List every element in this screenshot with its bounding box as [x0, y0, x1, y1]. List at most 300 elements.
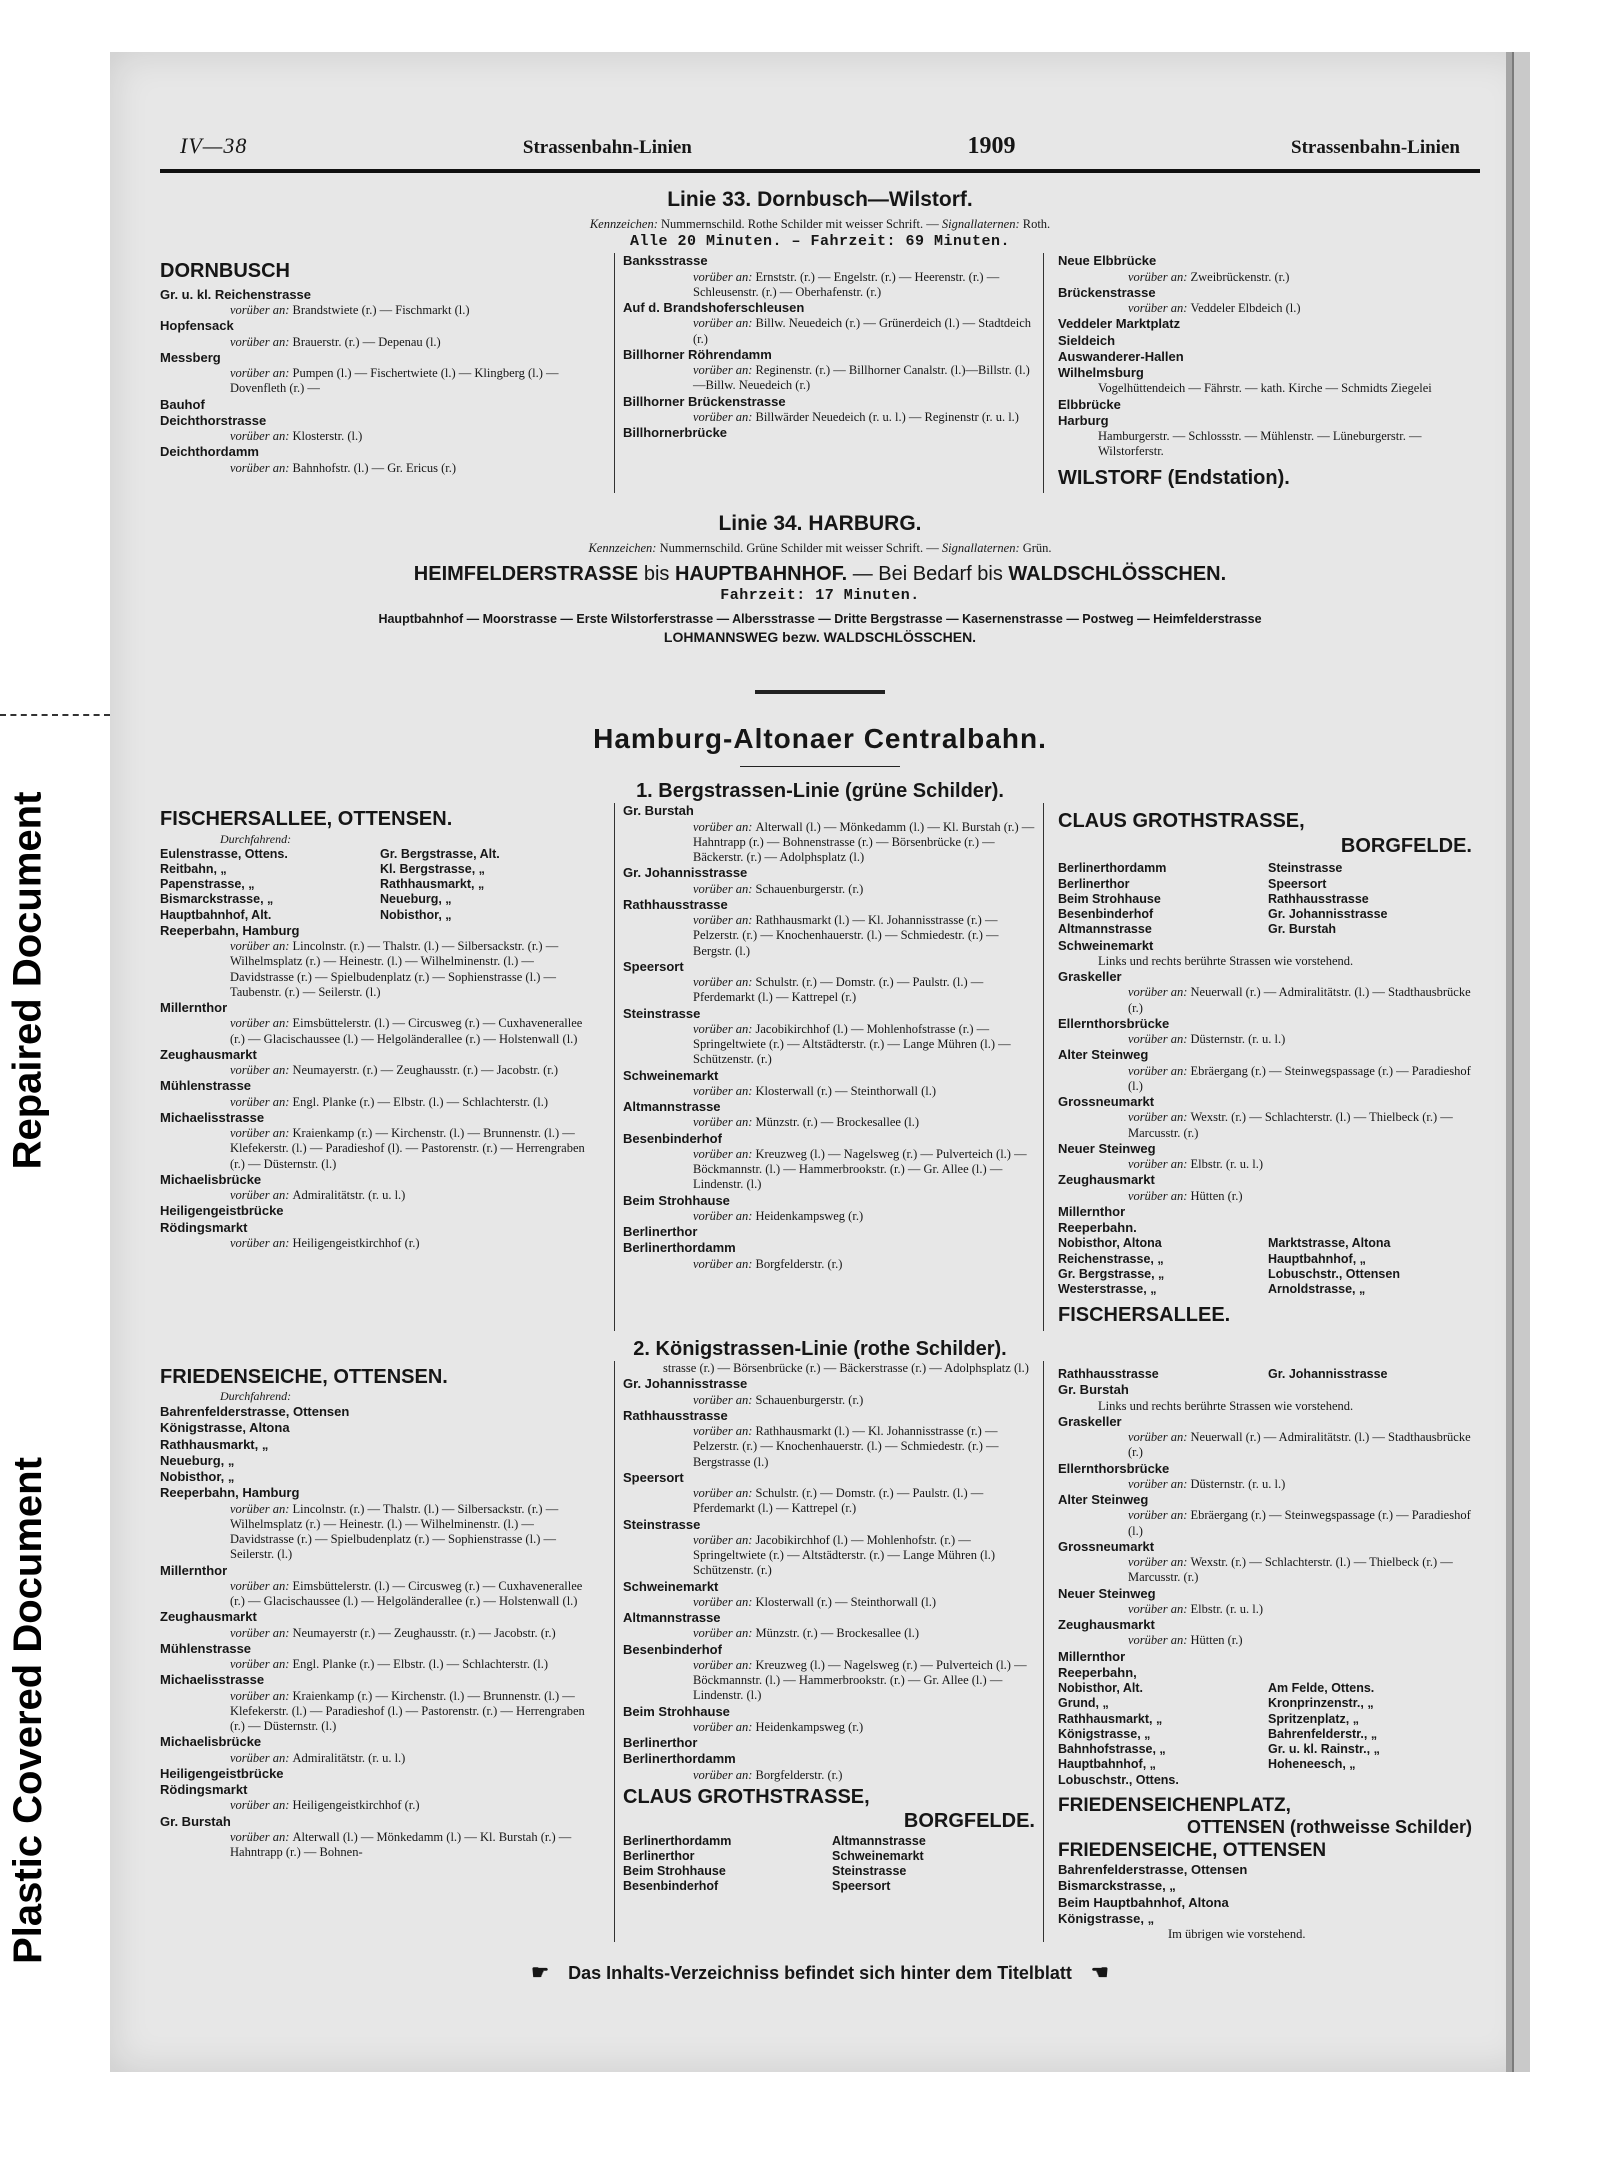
via-label: vorüber an:	[693, 975, 756, 990]
stop-pair-cell: Lobuschstr., Ottens.	[1058, 1772, 1179, 1787]
via-text: Billwärder Neuedeich (r. u. l.) — Reginenstr (r. u. l.)	[755, 409, 1019, 424]
passing-streets	[623, 913, 1035, 959]
route1-right-pairs	[1058, 861, 1472, 937]
passing-streets	[1058, 1555, 1472, 1586]
via-text: Kraienkamp (r.) — Kirchenstr. (l.) — Brunnenstr. (l.) — Klefekerstr. (l.) — Paradieshof (l). — Pastorenstr. (r.) — Herrengraben (r.) — Düsternstr. (l.)	[230, 1126, 585, 1171]
via-label: vorüber an:	[230, 1688, 293, 1703]
via-text: Jacobikirchhof (l.) — Mohlenhofstr. (r.) — Springeltwiete (r.) — Altstädterstr. (r.) — Lange Mühren (l.) Schützenstr. (r.)	[693, 1532, 996, 1578]
stop-name: Heiligengeistbrücke	[160, 1765, 284, 1781]
passing-streets	[623, 1658, 1035, 1704]
stop-name: Grossneumarkt	[1058, 1094, 1155, 1110]
route2-note: Im übrigen wie vorstehend.	[1168, 1927, 1306, 1942]
via-label: vorüber an:	[693, 1021, 756, 1036]
stop-name: Millernthor	[160, 1562, 228, 1578]
passing-streets	[1058, 1189, 1472, 1204]
stop-pair-cell: Rathhausmarkt, „	[1058, 1711, 1163, 1726]
via-label: vorüber an:	[230, 1798, 293, 1813]
stop-pair-cell: Eulenstrasse, Ottens.	[160, 846, 288, 861]
via-label: vorüber an:	[693, 269, 756, 284]
stop-pair-cell: Reitbahn, „	[160, 861, 227, 876]
year: 1909	[967, 133, 1016, 159]
via-text: Elbstr. (r. u. l.)	[1190, 1157, 1264, 1172]
stop-pair-cell: Reichenstrasse, „	[1058, 1251, 1164, 1266]
via-text: Lincolnstr. (r.) — Thalstr. (l.) — Silbersackstr. (r.) — Wilhelmsplatz (r.) — Heinestr. (l.) — Wilhelminenstr. (l.) — Davidstrasse (r.) — Spielbudenplatz (r.) — Sophienstrasse (l.) — Taubenstr. (r.) — Seilerstr. (l.)	[230, 939, 559, 999]
stop-name: Rathhausmarkt, „	[160, 1436, 269, 1452]
passing-streets	[1058, 1508, 1472, 1539]
stop-name: Besenbinderhof	[623, 1641, 722, 1657]
via-text: Heiligengeistkirchhof (r.)	[292, 1798, 420, 1813]
route1-dest-line1: CLAUS GROTHSTRASSE,	[1058, 810, 1305, 833]
via-text: Wexstr. (r.) — Schlachterstr. (l.) — Thielbeck (r.) — Marcusstr. (r.)	[1128, 1555, 1453, 1585]
passing-streets	[160, 939, 594, 1000]
passing-streets	[1058, 1064, 1472, 1095]
passing-streets	[623, 410, 1035, 425]
stop-name: Michaelisstrasse	[160, 1109, 265, 1125]
via-text: Kreuzweg (l.) — Nagelsweg (r.) — Pulverteich (l.) — Böckmannstr. (l.) — Hammerbrookstr. (r.) — Gr. Allee (l.) — Lindenstr. (l.)	[693, 1657, 1027, 1703]
stop-name: Billhornerbrücke	[623, 425, 728, 441]
via-text: Borgfelderstr. (r.)	[755, 1256, 843, 1271]
linie34-stops: Hauptbahnhof — Moorstrasse — Erste Wilstorferstrasse — Albersstrasse — Dritte Bergstrasse — Kasernenstrasse — Postweg — Heimfelderstrasse	[378, 611, 1262, 626]
stop-name: Bahrenfelderstrasse, Ottensen	[160, 1404, 350, 1420]
passing-streets	[160, 1626, 594, 1641]
note-text: Vogelhüttendeich — Fährstr. — kath. Kirche — Schmidts Ziegelei	[1098, 381, 1432, 396]
passing-streets	[160, 1188, 594, 1203]
passing-streets	[623, 1768, 1035, 1783]
route-bis: bis	[643, 562, 670, 585]
via-label: vorüber an:	[230, 1126, 293, 1140]
passing-streets	[623, 270, 1035, 301]
passing-streets	[623, 1533, 1035, 1579]
stop-name: Neuer Steinweg	[1058, 1585, 1156, 1601]
via-text: Neuerwall (r.) — Admiralitätstr. (l.) — Stadthausbrücke (r.)	[1128, 985, 1471, 1015]
via-label: vorüber an:	[230, 334, 293, 349]
passing-streets	[160, 1798, 594, 1813]
via-label: vorüber an:	[693, 1594, 756, 1609]
stop-name: Brückenstrasse	[1058, 284, 1156, 300]
stop-name: Schweinemarkt	[623, 1578, 719, 1594]
via-text: Klosterwall (r.) — Steinthorwall (l.)	[755, 1083, 937, 1098]
stop-name: Banksstrasse	[623, 253, 708, 269]
via-label: vorüber an:	[693, 881, 756, 896]
via-label: vorüber an:	[230, 1235, 293, 1250]
via-text: Kreuzweg (l.) — Nagelsweg (r.) — Pulverteich (l.) — Böckmannstr. (l.) — Hammerbrookstr. (r.) — Gr. Allee (l.) — Lindenstr. (l.)	[693, 1146, 1027, 1192]
passing-streets	[160, 1579, 594, 1610]
section-divider	[755, 690, 885, 694]
linie33-col-right	[1058, 253, 1478, 493]
passing-streets	[1058, 1157, 1472, 1172]
title-rule	[740, 766, 900, 767]
route-extension: WALDSCHLÖSSCHEN.	[1008, 562, 1227, 585]
via-text: Eimsbüttelerstr. (l.) — Circusweg (r.) — Cuxhavenerallee (r.) — Glacischaussee (l.) — Helgoländerallee (r.) — Holstenwall (l.)	[230, 1016, 583, 1046]
route-start: HEIMFELDERSTRASSE	[413, 562, 639, 585]
stop-name: Zeughausmarkt	[1058, 1617, 1155, 1633]
stop-name: Nobisthor, „	[160, 1469, 235, 1485]
stop-name: Rathhausstrasse	[623, 1407, 728, 1423]
via-text: Eimsbüttelerstr. (l.) — Circusweg (r.) — Cuxhavenerallee (r.) — Glacischaussee (l.) — Helgoländerallee (r.) — Holstenwall (l.)	[230, 1578, 583, 1609]
via-label: vorüber an:	[1128, 1601, 1191, 1616]
via-label: vorüber an:	[693, 1392, 756, 1407]
route2-right-top-pairs	[1058, 1367, 1472, 1382]
stop-name: Messberg	[160, 349, 221, 365]
stop-name: Ellernthorsbrücke	[1058, 1460, 1170, 1476]
stop-name: Rödingsmarkt	[160, 1219, 248, 1235]
stop-name: Michaelisbrücke	[160, 1171, 262, 1187]
stop-pair-cell: Nobisthor, Alt.	[1058, 1681, 1143, 1696]
stop-name: Besenbinderhof	[623, 1130, 722, 1146]
route1-right-list	[1058, 938, 1472, 1237]
stop-pair-cell: Steinstrasse	[1268, 861, 1343, 876]
linie33-col-left	[160, 253, 600, 493]
stop-pair-cell: Steinstrasse	[832, 1864, 907, 1879]
via-text: Jacobikirchhof (l.) — Mohlenhofstrasse (r.) — Springeltwiete (r.) — Altstädterstr. (r.) — Lange Mühren (l.) — Schützenstr. (r.)	[693, 1021, 1011, 1067]
stop-pair-cell: Altmannstrasse	[832, 1833, 926, 1848]
via-text: Alterwall (l.) — Mönkedamm (l.) — Kl. Burstah (r.) — Hahntrapp (r.) — Bohnenstrasse (r.) — Börsenbrücke (r.) — Bäckerstr. (r.) — Adolphsplatz (l.)	[693, 819, 1035, 865]
stop-name: Deichthorstrasse	[160, 412, 267, 428]
stop-pair-cell: Hoheneesch, „	[1268, 1757, 1356, 1772]
stop-pair-cell: Besenbinderhof	[623, 1879, 719, 1894]
passing-streets	[623, 1486, 1035, 1517]
via-label: vorüber an:	[1128, 1633, 1191, 1648]
via-label: vorüber an:	[230, 1625, 293, 1640]
via-label: vorüber an:	[693, 819, 756, 834]
stop-pair-cell: Bismarckstrasse, „	[160, 892, 274, 907]
via-text: Düsternstr. (r. u. l.)	[1190, 1032, 1286, 1047]
via-label: vorüber an:	[230, 1094, 293, 1109]
stop-name: Neueburg, „	[160, 1452, 235, 1468]
route1-title: 1. Bergstrassen-Linie (grüne Schilder).	[636, 780, 1004, 803]
stop-pair-cell: Rathhausstrasse	[1268, 891, 1369, 906]
via-label: vorüber an:	[230, 1016, 293, 1031]
route2-right-tail	[1058, 1862, 1472, 1927]
via-text: Heiligengeistkirchhof (r.)	[292, 1235, 420, 1250]
via-label: vorüber an:	[1128, 1188, 1191, 1203]
via-text: Kraienkamp (r.) — Kirchenstr. (l.) — Brunnenstr. (l.) — Klefekerstr. (l.) — Paradieshof (l.) — Pastorenstr. (r.) — Herrengraben (r.) — Düsternstr. (l.)	[230, 1688, 585, 1734]
passing-streets	[160, 366, 594, 397]
stop-pair-cell: Arnoldstrasse, „	[1268, 1282, 1366, 1297]
page-content	[160, 132, 1480, 1942]
passing-streets	[160, 1126, 594, 1172]
via-label: vorüber an:	[693, 1532, 756, 1547]
route2-mid-pairs	[623, 1834, 1035, 1895]
via-label: vorüber an:	[230, 1188, 293, 1202]
stop-name: Neuer Steinweg	[1058, 1140, 1156, 1156]
stop-name: Altmannstrasse	[623, 1610, 721, 1626]
stop-name: Speersort	[623, 1469, 684, 1485]
stop-pair-cell: Spritzenplatz, „	[1268, 1711, 1359, 1726]
via-text: Ebräergang (r.) — Steinwegspassage (r.) — Paradieshof (l.)	[1128, 1508, 1471, 1538]
passing-streets	[623, 1720, 1035, 1735]
route2-start: FRIEDENSEICHE, OTTENSEN.	[160, 1366, 448, 1389]
passing-streets	[1058, 1477, 1472, 1492]
stop-pair-cell: Am Felde, Ottens.	[1268, 1681, 1375, 1696]
stop-name: Millernthor	[160, 1000, 228, 1015]
stop-name: Rathhausstrasse	[623, 896, 728, 912]
passing-streets	[160, 1236, 594, 1251]
stop-name: Bismarckstrasse, „	[1058, 1878, 1176, 1894]
stop-pair-cell: Papenstrasse, „	[160, 877, 255, 891]
stop-pair-cell: Hauptbahnhof, „	[1058, 1757, 1156, 1772]
stop-name: Gr. Burstah	[1058, 1382, 1129, 1398]
via-label: vorüber an:	[230, 303, 293, 318]
via-text: Lincolnstr. (r.) — Thalstr. (l.) — Silbersackstr. (r.) — Wilhelmsplatz (r.) — Heinestr. (l.) — Wilhelminenstr. (l.) — Davidstrasse (r.) — Spielbudenplatz (r.) — Sophienstrasse (l.) — Seilerstr. (l.)	[230, 1501, 559, 1562]
route1-end: FISCHERSALLEE.	[1058, 1304, 1231, 1327]
passing-streets	[1058, 1110, 1472, 1141]
route2-end-line3: FRIEDENSEICHE, OTTENSEN	[1058, 1839, 1327, 1861]
margin-label-plastic	[2, 1330, 54, 2090]
route2-columns	[160, 1361, 1480, 1942]
stop-name: Zeughausmarkt	[1058, 1172, 1155, 1188]
stop-name: Speersort	[623, 958, 684, 974]
route1-columns	[160, 803, 1480, 1330]
stop-name: Beim Hauptbahnhof, Altona	[1058, 1894, 1229, 1910]
via-text: Elbstr. (r. u. l.)	[1190, 1601, 1264, 1616]
passing-streets	[623, 363, 1035, 394]
central-title: Hamburg-Altonaer Centralbahn.	[593, 722, 1047, 754]
stop-pair-cell: Hauptbahnhof, „	[1268, 1251, 1366, 1266]
stop-pair-cell: Rathhausstrasse	[1058, 1367, 1159, 1382]
page-number: IV—38	[180, 133, 248, 158]
passing-streets	[1058, 270, 1472, 285]
passing-streets	[160, 1751, 594, 1766]
footer-note	[110, 1960, 1530, 1985]
kennz-text: Nummernschild. Grüne Schilder mit weisser Schrift. —	[659, 540, 939, 555]
stop-name: Sieldeich	[1058, 332, 1116, 348]
passing-streets	[160, 1502, 594, 1563]
route2-mid-dest2: BORGFELDE.	[903, 1810, 1035, 1833]
stop-pair-cell: Altmannstrasse	[1058, 922, 1152, 937]
stop-pair-cell: Grund, „	[1058, 1696, 1109, 1711]
stop-name: Deichthordamm	[160, 444, 259, 460]
passing-streets	[160, 461, 594, 476]
stop-name: Auf d. Brandshoferschleusen	[623, 300, 805, 316]
via-label: vorüber an:	[1128, 269, 1191, 284]
running-head	[160, 132, 1480, 161]
stop-name: Graskeller	[1058, 969, 1122, 985]
via-label: vorüber an:	[1128, 1508, 1191, 1523]
via-label: vorüber an:	[1128, 985, 1191, 1000]
route1-col-right	[1058, 803, 1478, 1330]
stop-pair-cell: Gr. Johannisstrasse	[1268, 1367, 1388, 1382]
margin-text-repaired: Repaired Document	[5, 791, 50, 1169]
via-label: vorüber an:	[693, 409, 756, 424]
via-text: Rathhausmarkt (l.) — Kl. Johannisstrasse (r.) — Pelzerstr. (r.) — Knochenhauerstr. (l.) — Schmiedestr. (r.) — Bergstr. (l.)	[693, 913, 999, 958]
stop-pair-cell: Lobuschstr., Ottensen	[1268, 1266, 1400, 1281]
via-text: Veddeler Elbdeich (l.)	[1190, 301, 1301, 316]
pointing-hand-left-icon: ☚	[1090, 1962, 1109, 1984]
linie33-col-mid	[614, 253, 1044, 493]
stop-pair-cell: Westerstrasse, „	[1058, 1282, 1157, 1297]
stop-pair-cell: Bahrenfelderstr., „	[1268, 1726, 1378, 1741]
via-text: Schulstr. (r.) — Domstr. (r.) — Paulstr. (l.) — Pferdemarkt (l.) — Kattrepel (r.)	[693, 1486, 984, 1516]
stop-pair-cell: Gr. Bergstrasse, Alt.	[380, 846, 500, 861]
stop-name: Gr. Johannisstrasse	[623, 1376, 748, 1392]
running-title-left: Strassenbahn-Linien	[522, 137, 692, 158]
via-label: vorüber an:	[693, 1083, 756, 1098]
route2-end-line2: OTTENSEN (rothweisse Schilder)	[1186, 1816, 1472, 1837]
linie33-columns	[160, 253, 1480, 493]
footer-text: Das Inhalts-Verzeichniss befindet sich hinter dem Titelblatt	[568, 1963, 1072, 1983]
via-label: vorüber an:	[230, 1750, 293, 1765]
passing-streets	[623, 1022, 1035, 1068]
margin-label-repaired	[2, 700, 54, 1260]
stop-name: Billhorner Röhrendamm	[623, 346, 772, 362]
passing-streets	[160, 1063, 594, 1078]
stop-pair-cell: Nobisthor, „	[380, 907, 452, 922]
via-text: Billw. Neuedeich (r.) — Grünerdeich (l.) — Stadtdeich (r.)	[693, 316, 1031, 346]
linie34-section	[160, 511, 1480, 646]
via-text: Alterwall (l.) — Mönkedamm (l.) — Kl. Burstah (r.) — Hahntrapp (r.) — Bohnen-	[230, 1829, 572, 1860]
stop-name: Steinstrasse	[623, 1005, 701, 1021]
route2-left-list	[160, 1404, 594, 1860]
stop-pair-cell: Kl. Bergstrasse, „	[380, 861, 485, 876]
route1-pairs	[160, 847, 594, 923]
via-label: vorüber an:	[230, 1501, 293, 1516]
stop-name: Bauhof	[160, 396, 205, 412]
via-text: Ernststr. (r.) — Engelstr. (r.) — Heerenstr. (r.) — Schleusenstr. (r.) — Oberhafenstr. (r.)	[693, 269, 1000, 299]
via-text: Zweibrückenstr. (r.)	[1190, 269, 1290, 284]
via-text: Engl. Planke (r.) — Elbstr. (l.) — Schlachterstr. (l.)	[292, 1094, 549, 1109]
stop-name: Berlinerthor	[623, 1735, 698, 1751]
via-label: vorüber an:	[230, 366, 293, 381]
stop-name: Neue Elbbrücke	[1058, 253, 1157, 269]
stop-name: Berlinerthordamm	[623, 1240, 736, 1256]
stop-name: Ellernthorsbrücke	[1058, 1015, 1170, 1031]
passing-streets	[160, 1016, 594, 1047]
stop-name: Reeperbahn, Hamburg	[160, 922, 300, 938]
via-label: vorüber an:	[693, 1424, 756, 1439]
via-label: vorüber an:	[693, 363, 756, 378]
via-text: Pumpen (l.) — Fischertwiete (l.) — Klingberg (l.) — Dovenfleth (r.) —	[230, 366, 559, 396]
via-text: Düsternstr. (r. u. l.)	[1190, 1476, 1286, 1491]
via-text: Brandstwiete (r.) — Fischmarkt (l.)	[292, 303, 470, 318]
running-title-right: Strassenbahn-Linien	[1291, 137, 1460, 158]
route2-col-right	[1058, 1361, 1478, 1942]
linie34-title: Linie 34. HARBURG.	[718, 512, 922, 536]
stop-pair-cell: Besenbinderhof	[1058, 907, 1154, 922]
passing-streets	[1058, 1602, 1472, 1617]
stop-pair-cell: Speersort	[832, 1879, 891, 1894]
stop-name: Berlinerthor	[623, 1224, 698, 1240]
note-text: strasse (r.) — Börsenbrücke (r.) — Bäckerstrasse (r.) — Adolphsplatz (l.)	[663, 1361, 1029, 1376]
stop-name: Alter Steinweg	[1058, 1047, 1149, 1063]
stop-pair-cell: Kronprinzenstr., „	[1268, 1696, 1374, 1711]
stop-name: Elbbrücke	[1058, 396, 1121, 412]
stop-pair-cell: Rathhausmarkt, „	[380, 877, 485, 891]
passing-streets	[623, 1115, 1035, 1130]
stop-pair-cell: Nobisthor, Altona	[1058, 1236, 1162, 1251]
note-text: Hamburgerstr. — Schlossstr. — Mühlenstr. — Lüneburgerstr. — Wilstorferstr.	[1098, 429, 1422, 459]
pointing-hand-icon: ☛	[531, 1962, 550, 1984]
stop-pair-cell: Bahnhofstrasse, „	[1058, 1742, 1166, 1757]
passing-streets	[623, 1147, 1035, 1193]
via-label: vorüber an:	[1128, 1063, 1191, 1078]
via-label: vorüber an:	[693, 1657, 756, 1672]
stop-pair-cell: Schweinemarkt	[832, 1848, 924, 1863]
route1-dest-line2: BORGFELDE.	[1340, 834, 1472, 857]
stop-name: Graskeller	[1058, 1413, 1122, 1429]
stop-name: Königstrasse, „	[1058, 1910, 1155, 1926]
stop-name: Michaelisstrasse	[160, 1672, 265, 1688]
stop-pair-cell: Berlinerthor	[623, 1848, 695, 1863]
kennz-text: Nummernschild. Rothe Schilder mit weisser Schrift. —	[660, 216, 939, 231]
stop-pair-cell: Beim Strohhause	[623, 1864, 726, 1879]
linie33-title: Linie 33. Dornbusch—Wilstorf.	[667, 188, 973, 212]
via-text: Hütten (r.)	[1190, 1188, 1243, 1203]
route1-col-mid	[614, 803, 1044, 1330]
stop-name: Billhorner Brückenstrasse	[623, 393, 786, 409]
durchfahrend-label: Durchfahrend:	[220, 831, 292, 846]
stop-name: Millernthor	[1058, 1203, 1126, 1219]
stop-pair-cell: Gr. u. kl. Rainstr., „	[1268, 1742, 1380, 1757]
via-label: vorüber an:	[693, 316, 756, 331]
via-label: vorüber an:	[693, 1256, 756, 1271]
stop-name: Hopfensack	[160, 318, 234, 334]
kennz-label: Kennzeichen:	[588, 540, 657, 555]
margin-text-plastic: Plastic Covered Document	[5, 1456, 50, 1964]
stop-pair-cell: Beim Strohhause	[1058, 891, 1161, 906]
route-end: HAUPTBAHNHOF.	[674, 562, 848, 585]
stop-name: Königstrasse, Altona	[160, 1420, 290, 1436]
passing-streets	[623, 316, 1035, 347]
via-label: vorüber an:	[693, 1719, 756, 1734]
via-label: vorüber an:	[230, 1829, 293, 1844]
passing-streets	[160, 1689, 594, 1735]
stop-pair-cell: Berlinerthordamm	[623, 1833, 732, 1848]
stop-name: Mühlenstrasse	[160, 1640, 252, 1656]
linie34-kennzeichen	[160, 541, 1480, 556]
header-rule	[160, 169, 1480, 173]
stop-name: Reeperbahn.	[1058, 1220, 1137, 1236]
route-bedarf: — Bei Bedarf bis	[852, 562, 1003, 585]
via-text: Heidenkampsweg (r.)	[755, 1208, 864, 1223]
linie34-fahrzeit: Fahrzeit: 17 Minuten.	[720, 587, 920, 605]
kennz-label: Kennzeichen:	[589, 216, 658, 231]
via-text: Schauenburgerstr. (r.)	[755, 1392, 864, 1407]
stop-name: Grossneumarkt	[1058, 1538, 1155, 1554]
stop-name: Altmannstrasse	[623, 1099, 721, 1115]
via-text: Wexstr. (r.) — Schlachterstr. (l.) — Thielbeck (r.) — Marcusstr. (r.)	[1128, 1110, 1453, 1140]
via-text: Admiralitätstr. (r. u. l.)	[292, 1188, 406, 1202]
via-label: vorüber an:	[693, 1767, 756, 1782]
route2-col-left	[160, 1361, 600, 1942]
passing-streets	[1058, 1633, 1472, 1648]
via-text: Münzstr. (r.) — Brockesallee (l.)	[755, 1626, 919, 1641]
via-label: vorüber an:	[693, 1208, 756, 1223]
scanned-page	[110, 52, 1530, 2072]
route1-right-pairs2	[1058, 1236, 1472, 1297]
stop-name: Auswanderer-Hallen	[1058, 348, 1184, 364]
passing-streets	[623, 1393, 1035, 1408]
stop-name: Beim Strohhause	[623, 1703, 730, 1719]
stop-name: Schweinemarkt	[1058, 937, 1154, 953]
via-text: Klosterstr. (l.)	[292, 429, 363, 444]
terminus-name: WILSTORF (Endstation).	[1058, 466, 1290, 489]
passing-streets	[160, 1657, 594, 1672]
via-label: vorüber an:	[230, 1063, 293, 1077]
stop-name: Zeughausmarkt	[160, 1609, 257, 1625]
passing-streets	[160, 429, 594, 444]
via-label: vorüber an:	[1128, 1476, 1191, 1491]
route2-right-list	[1058, 1382, 1472, 1681]
signal-label: Signallaternen:	[941, 540, 1020, 555]
via-label: vorüber an:	[1128, 301, 1191, 316]
margin-dash-divider	[0, 714, 110, 716]
stop-pair-cell: Speersort	[1268, 876, 1327, 891]
passing-streets	[623, 882, 1035, 897]
via-label: vorüber an:	[230, 460, 293, 475]
stop-name: Gr. Burstah	[623, 803, 694, 819]
via-text: Bahnhofstr. (l.) — Gr. Ericus (r.)	[292, 460, 457, 475]
